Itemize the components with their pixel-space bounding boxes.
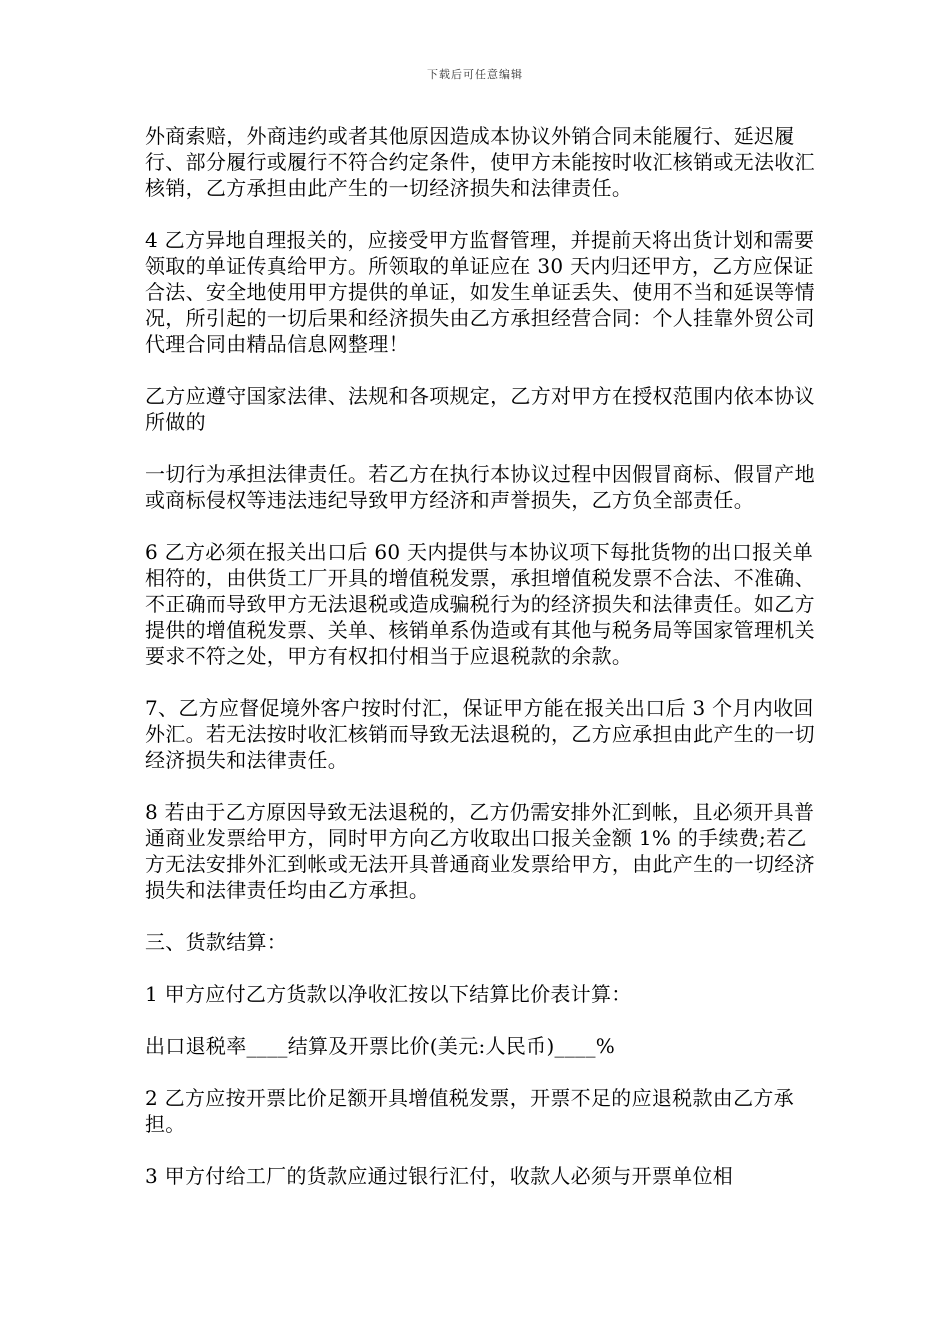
section-heading-payment: 三、货款结算： xyxy=(145,930,288,954)
paragraph-payment-1: 1 甲方应付乙方货款以净收汇按以下结算比价表计算： xyxy=(145,982,632,1006)
paragraph-clause-8: 8 若由于乙方原因导致无法退税的，乙方仍需安排外汇到帐，且必须开具普通商业发票给甲方，同时甲方向乙方收取出口报关金额 1% 的手续费;若乙方无法安排外汇到帐或无法开具普通商业发票给甲方，由此产生的一切经济损失和法律责任均由乙方承担。 xyxy=(145,800,815,902)
paragraph-rate-line: 出口退税率____结算及开票比价(美元:人民币)____% xyxy=(145,1034,616,1058)
paragraph-clause-7: 7、乙方应督促境外客户按时付汇，保证甲方能在报关出口后 3 个月内收回外汇。若无法按时收汇核销而导致无法退税的，乙方应承担由此产生的一切经济损失和法律责任。 xyxy=(145,696,815,772)
paragraph-payment-3: 3 甲方付给工厂的货款应通过银行汇付，收款人必须与开票单位相 xyxy=(145,1164,734,1188)
paragraph-payment-2: 2 乙方应按开票比价足额开具增值税发票，开票不足的应退税款由乙方承担。 xyxy=(145,1086,794,1136)
page-header: 下载后可任意编辑 xyxy=(427,68,523,81)
paragraph-liability: 一切行为承担法律责任。若乙方在执行本协议过程中因假冒商标、假冒产地或商标侵权等违法违纪导致甲方经济和声誉损失，乙方负全部责任。 xyxy=(145,462,815,512)
paragraph-foreign-claims: 外商索赔，外商违约或者其他原因造成本协议外销合同未能履行、延迟履行、部分履行或履行不符合约定条件，使甲方未能按时收汇核销或无法收汇核销，乙方承担由此产生的一切经济损失和法律责任。 xyxy=(145,124,815,200)
paragraph-clause-6: 6 乙方必须在报关出口后 60 天内提供与本协议项下每批货物的出口报关单相符的，由供货工厂开具的增值税发票，承担增值税发票不合法、不准确、不正确而导致甲方无法退税或造成骗税行为的经济损失和法律责任。如乙方提供的增值税发票、关单、核销单系伪造或有其他与税务局等国家管理机关要求不符之处，甲方有权扣付相当于应退税款的余款。 xyxy=(145,540,815,668)
paragraph-clause-4: 4 乙方异地自理报关的，应接受甲方监督管理，并提前天将出货计划和需要领取的单证传真给甲方。所领取的单证应在 30 天内归还甲方，乙方应保证合法、安全地使用甲方提供的单证，如发生单证丢失、使用不当和延误等情况，所引起的一切后果和经济损失由乙方承担经营合同：个人挂靠外贸公司代理合同由精品信息网整理！ xyxy=(145,228,815,356)
paragraph-compliance: 乙方应遵守国家法律、法规和各项规定，乙方对甲方在授权范围内依本协议所做的 xyxy=(145,384,815,434)
document-body xyxy=(145,123,820,1215)
